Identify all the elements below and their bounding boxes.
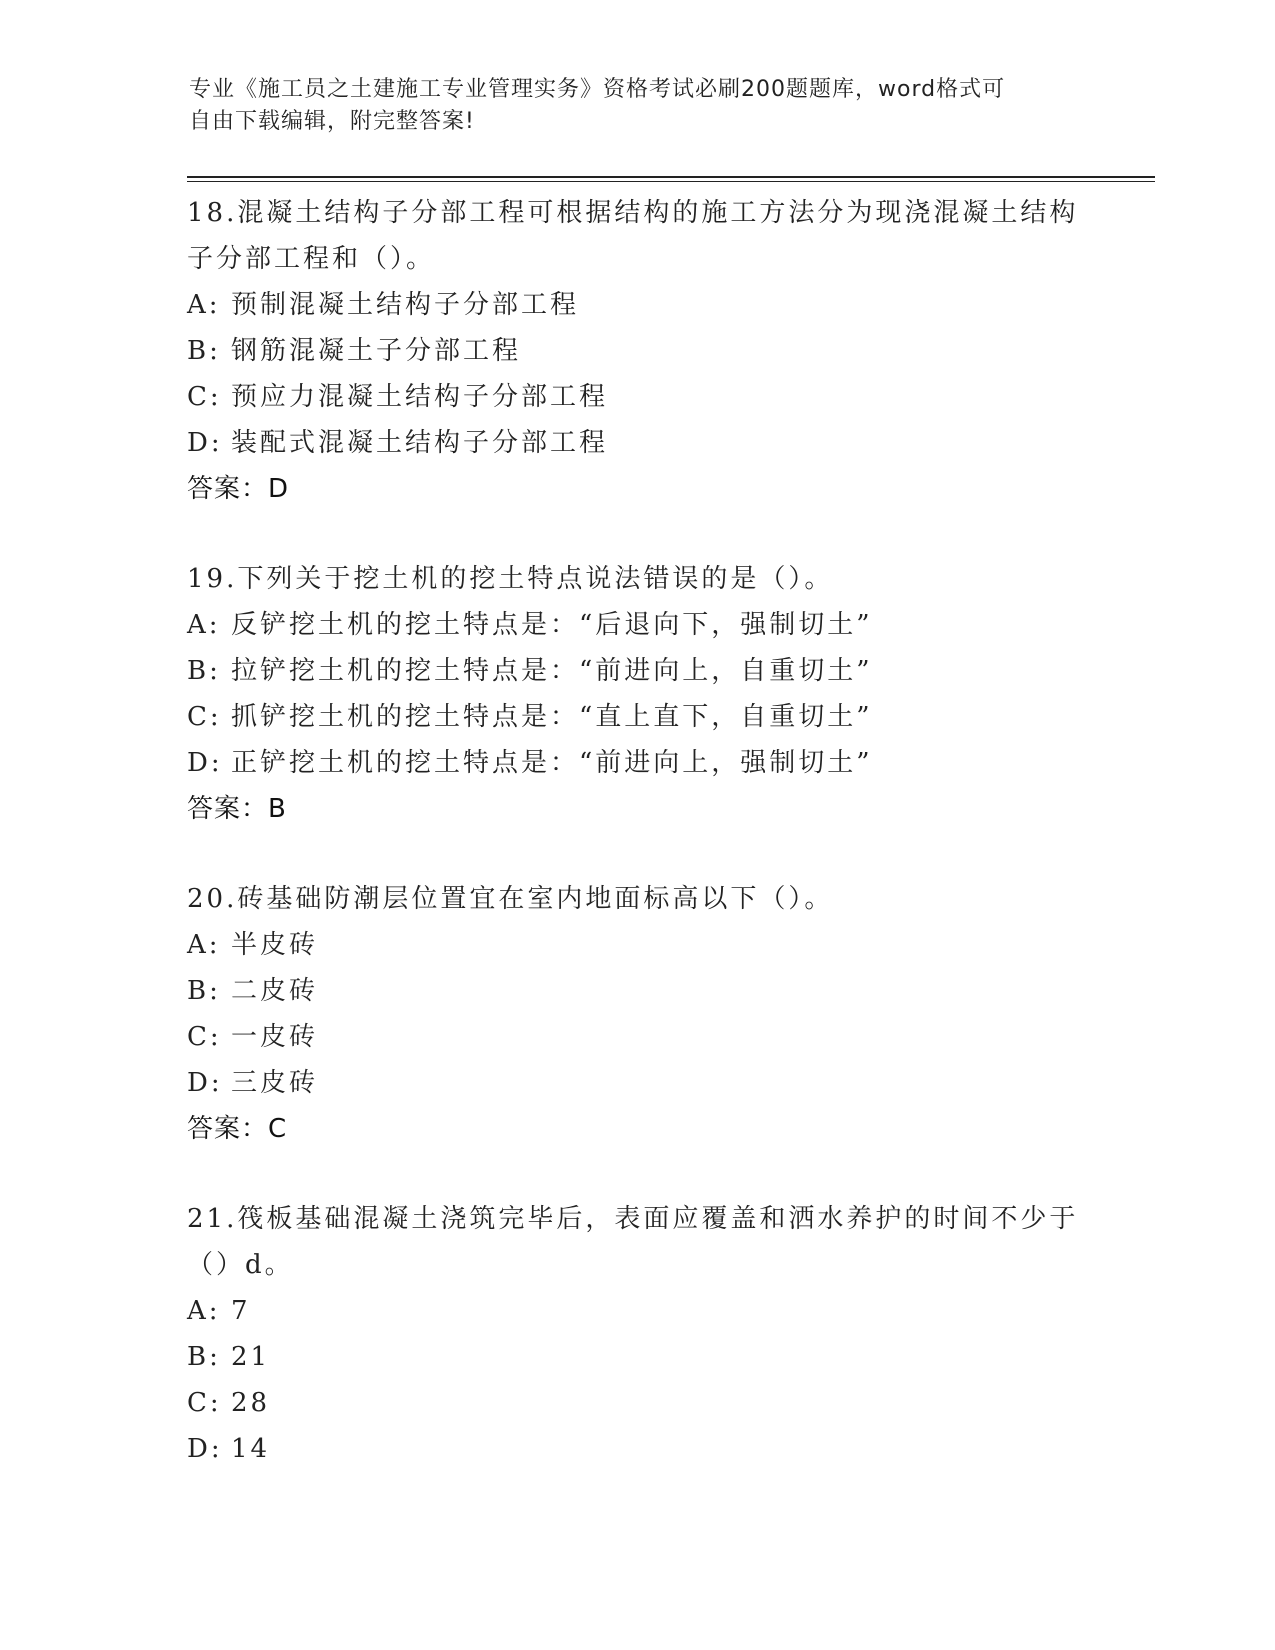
option-text: 21 [231,1342,271,1372]
question-stem [187,556,1087,602]
question-stem [187,876,1087,922]
option-text: 7 [231,1296,251,1326]
option-text: 28 [231,1388,271,1418]
option-d [187,1060,1087,1106]
question-stem-line-2: 子分部工程和（）。 [187,244,436,274]
option-letter: C: [187,702,222,732]
option-text: 抓铲挖土机的挖土特点是：“直上直下，自重切土” [231,702,873,732]
option-letter: D: [187,1434,223,1464]
option-a [187,602,1087,648]
option-a [187,1288,1087,1334]
answer-line: 答案：C [187,1114,288,1144]
option-text: 半皮砖 [231,930,319,960]
option-letter: C: [187,382,222,412]
option-letter: C: [187,1022,222,1052]
option-letter: A: [187,930,221,960]
question-20 [187,876,1087,1152]
header-line-2: 自由下载编辑，附完整答案! [189,109,475,134]
option-letter: A: [187,290,221,320]
option-c [187,374,1087,420]
document-header [189,74,1069,138]
option-letter: A: [187,1296,221,1326]
option-text: 一皮砖 [231,1022,319,1052]
option-text: 钢筋混凝土子分部工程 [231,336,522,366]
option-d [187,420,1087,466]
question-18 [187,190,1087,512]
option-text: 二皮砖 [231,976,319,1006]
question-list [187,190,1087,1516]
option-b [187,328,1087,374]
option-c [187,694,1087,740]
question-stem-line-2: （）d。 [187,1250,294,1280]
question-19 [187,556,1087,832]
option-letter: D: [187,1068,223,1098]
option-c [187,1014,1087,1060]
question-stem-line-1: 21.筏板基础混凝土浇筑完毕后，表面应覆盖和洒水养护的时间不少于 [187,1204,1079,1234]
option-b [187,1334,1087,1380]
option-c [187,1380,1087,1426]
header-divider-thin [187,181,1155,182]
option-letter: B: [187,1342,221,1372]
option-d [187,740,1087,786]
answer-line: 答案：D [187,474,290,504]
question-stem [187,1196,1087,1288]
option-text: 预应力混凝土结构子分部工程 [231,382,609,412]
option-a [187,922,1087,968]
option-letter: C: [187,1388,222,1418]
question-21 [187,1196,1087,1472]
option-text: 三皮砖 [231,1068,319,1098]
question-stem-line-1: 20.砖基础防潮层位置宜在室内地面标高以下（）。 [187,884,834,914]
option-a [187,282,1087,328]
option-text: 拉铲挖土机的挖土特点是：“前进向上，自重切土” [231,656,873,686]
option-b [187,968,1087,1014]
option-text: 反铲挖土机的挖土特点是：“后退向下，强制切土” [231,610,873,640]
option-letter: A: [187,610,221,640]
header-line-1: 专业《施工员之土建施工专业管理实务》资格考试必刷200题题库，word格式可 [189,77,1006,102]
option-letter: D: [187,748,223,778]
option-text: 预制混凝土结构子分部工程 [231,290,580,320]
option-letter: B: [187,336,221,366]
question-stem-line-1: 19.下列关于挖土机的挖土特点说法错误的是（）。 [187,564,834,594]
option-text: 14 [231,1434,271,1464]
question-stem-line-1: 18.混凝土结构子分部工程可根据结构的施工方法分为现浇混凝土结构 [187,198,1079,228]
option-text: 装配式混凝土结构子分部工程 [231,428,609,458]
question-stem [187,190,1087,282]
option-letter: B: [187,656,221,686]
answer-line: 答案：B [187,794,287,824]
option-letter: B: [187,976,221,1006]
option-d [187,1426,1087,1472]
option-text: 正铲挖土机的挖土特点是：“前进向上，强制切土” [231,748,873,778]
option-letter: D: [187,428,223,458]
option-b [187,648,1087,694]
header-divider-thick [187,176,1155,178]
